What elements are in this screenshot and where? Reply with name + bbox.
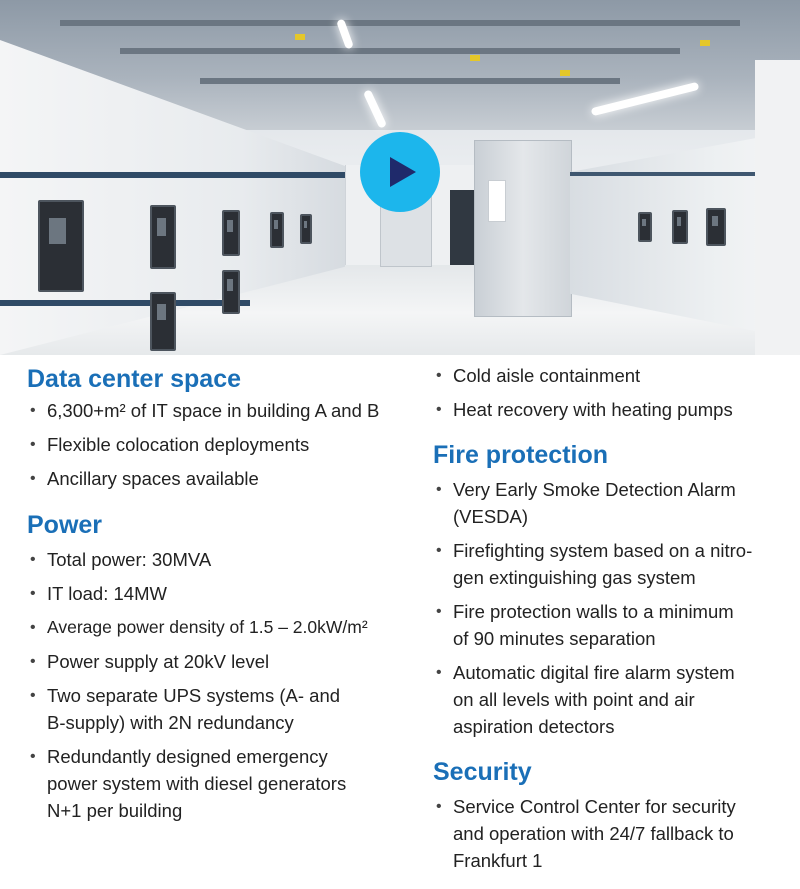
list-item (433, 659, 793, 740)
list-item-line: and operation with 24/7 fallback to (453, 823, 734, 844)
tray-marker (560, 70, 570, 76)
cable-tray (120, 48, 680, 54)
list-item: • 6,300+m² of IT space in building A and B (27, 397, 417, 424)
list-item-line: • Automatic digital fire alarm system (453, 662, 735, 683)
middle-cabinet-block (474, 140, 572, 317)
list-item: • Heat recovery with heating pumps (433, 396, 793, 423)
heading-security: Security (433, 758, 532, 786)
list-item-line: B-supply) with 2N redundancy (47, 712, 294, 733)
list-item-line: aspiration detectors (453, 716, 615, 737)
list-item: • Average power density of 1.5 – 2.0kW/m² (27, 614, 417, 641)
breaker-panel (222, 210, 240, 256)
list-item-line: • Two separate UPS systems (A- and (47, 685, 341, 706)
list-item: • Total power: 30MVA (27, 546, 417, 573)
list-item (27, 682, 417, 736)
breaker-panel (150, 205, 176, 269)
list-item (433, 598, 793, 652)
tray-marker (700, 40, 710, 46)
list-item-line: (VESDA) (453, 506, 529, 527)
list-power (27, 546, 417, 824)
feature-content (0, 355, 800, 889)
list-item (433, 793, 793, 874)
breaker-panel (150, 292, 176, 351)
list-item-line: • Firefighting system based on a nitro- (453, 540, 753, 561)
breaker-panel (38, 200, 84, 292)
list-item: • Power supply at 20kV level (27, 648, 417, 675)
list-item: • Cold aisle containment (433, 362, 793, 389)
cabinet-stripe (0, 172, 345, 178)
list-fire-protection (433, 476, 793, 740)
play-icon (390, 157, 416, 187)
heading-fire-protection: Fire protection (433, 441, 609, 469)
heading-power: Power (27, 511, 103, 539)
tray-marker (470, 55, 480, 61)
breaker-panel (300, 214, 312, 244)
tray-marker (295, 34, 305, 40)
list-item-line: • Redundantly designed emergency (47, 746, 328, 767)
list-item (433, 537, 793, 591)
breaker-panel (672, 210, 688, 244)
list-item: • IT load: 14MW (27, 580, 417, 607)
left-column (27, 355, 417, 824)
breaker-panel (222, 270, 240, 314)
list-item (27, 743, 417, 824)
breaker-panel (638, 212, 652, 242)
heading-data-center-space: Data center space (27, 365, 242, 393)
list-item-line: • Very Early Smoke Detection Alarm (453, 479, 736, 500)
breaker-panel (270, 212, 284, 248)
list-item-line: N+1 per building (47, 800, 183, 821)
hero-image (0, 0, 800, 355)
list-item-line: power system with diesel generators (47, 773, 347, 794)
list-item-line: on all levels with point and air (453, 689, 695, 710)
list-item-line: • Service Control Center for security (453, 796, 736, 817)
list-security (433, 793, 793, 874)
list-item-line: Frankfurt 1 (453, 850, 543, 871)
list-data-center-space (27, 397, 417, 492)
list-item-line: • Fire protection walls to a minimum (453, 601, 734, 622)
cabinet-stripe (0, 300, 250, 306)
video-play-button[interactable] (360, 132, 440, 212)
list-item: • Flexible colocation deployments (27, 431, 417, 458)
cable-tray (200, 78, 620, 84)
list-item: • Ancillary spaces available (27, 465, 417, 492)
list-item (433, 476, 793, 530)
right-column (433, 355, 793, 874)
cable-tray (60, 20, 740, 26)
list-cooling-continued (433, 362, 793, 423)
list-item-line: of 90 minutes separation (453, 628, 656, 649)
list-item-line: gen extinguishing gas system (453, 567, 696, 588)
posted-notice (488, 180, 506, 222)
breaker-panel (706, 208, 726, 246)
right-pillar (755, 60, 800, 355)
